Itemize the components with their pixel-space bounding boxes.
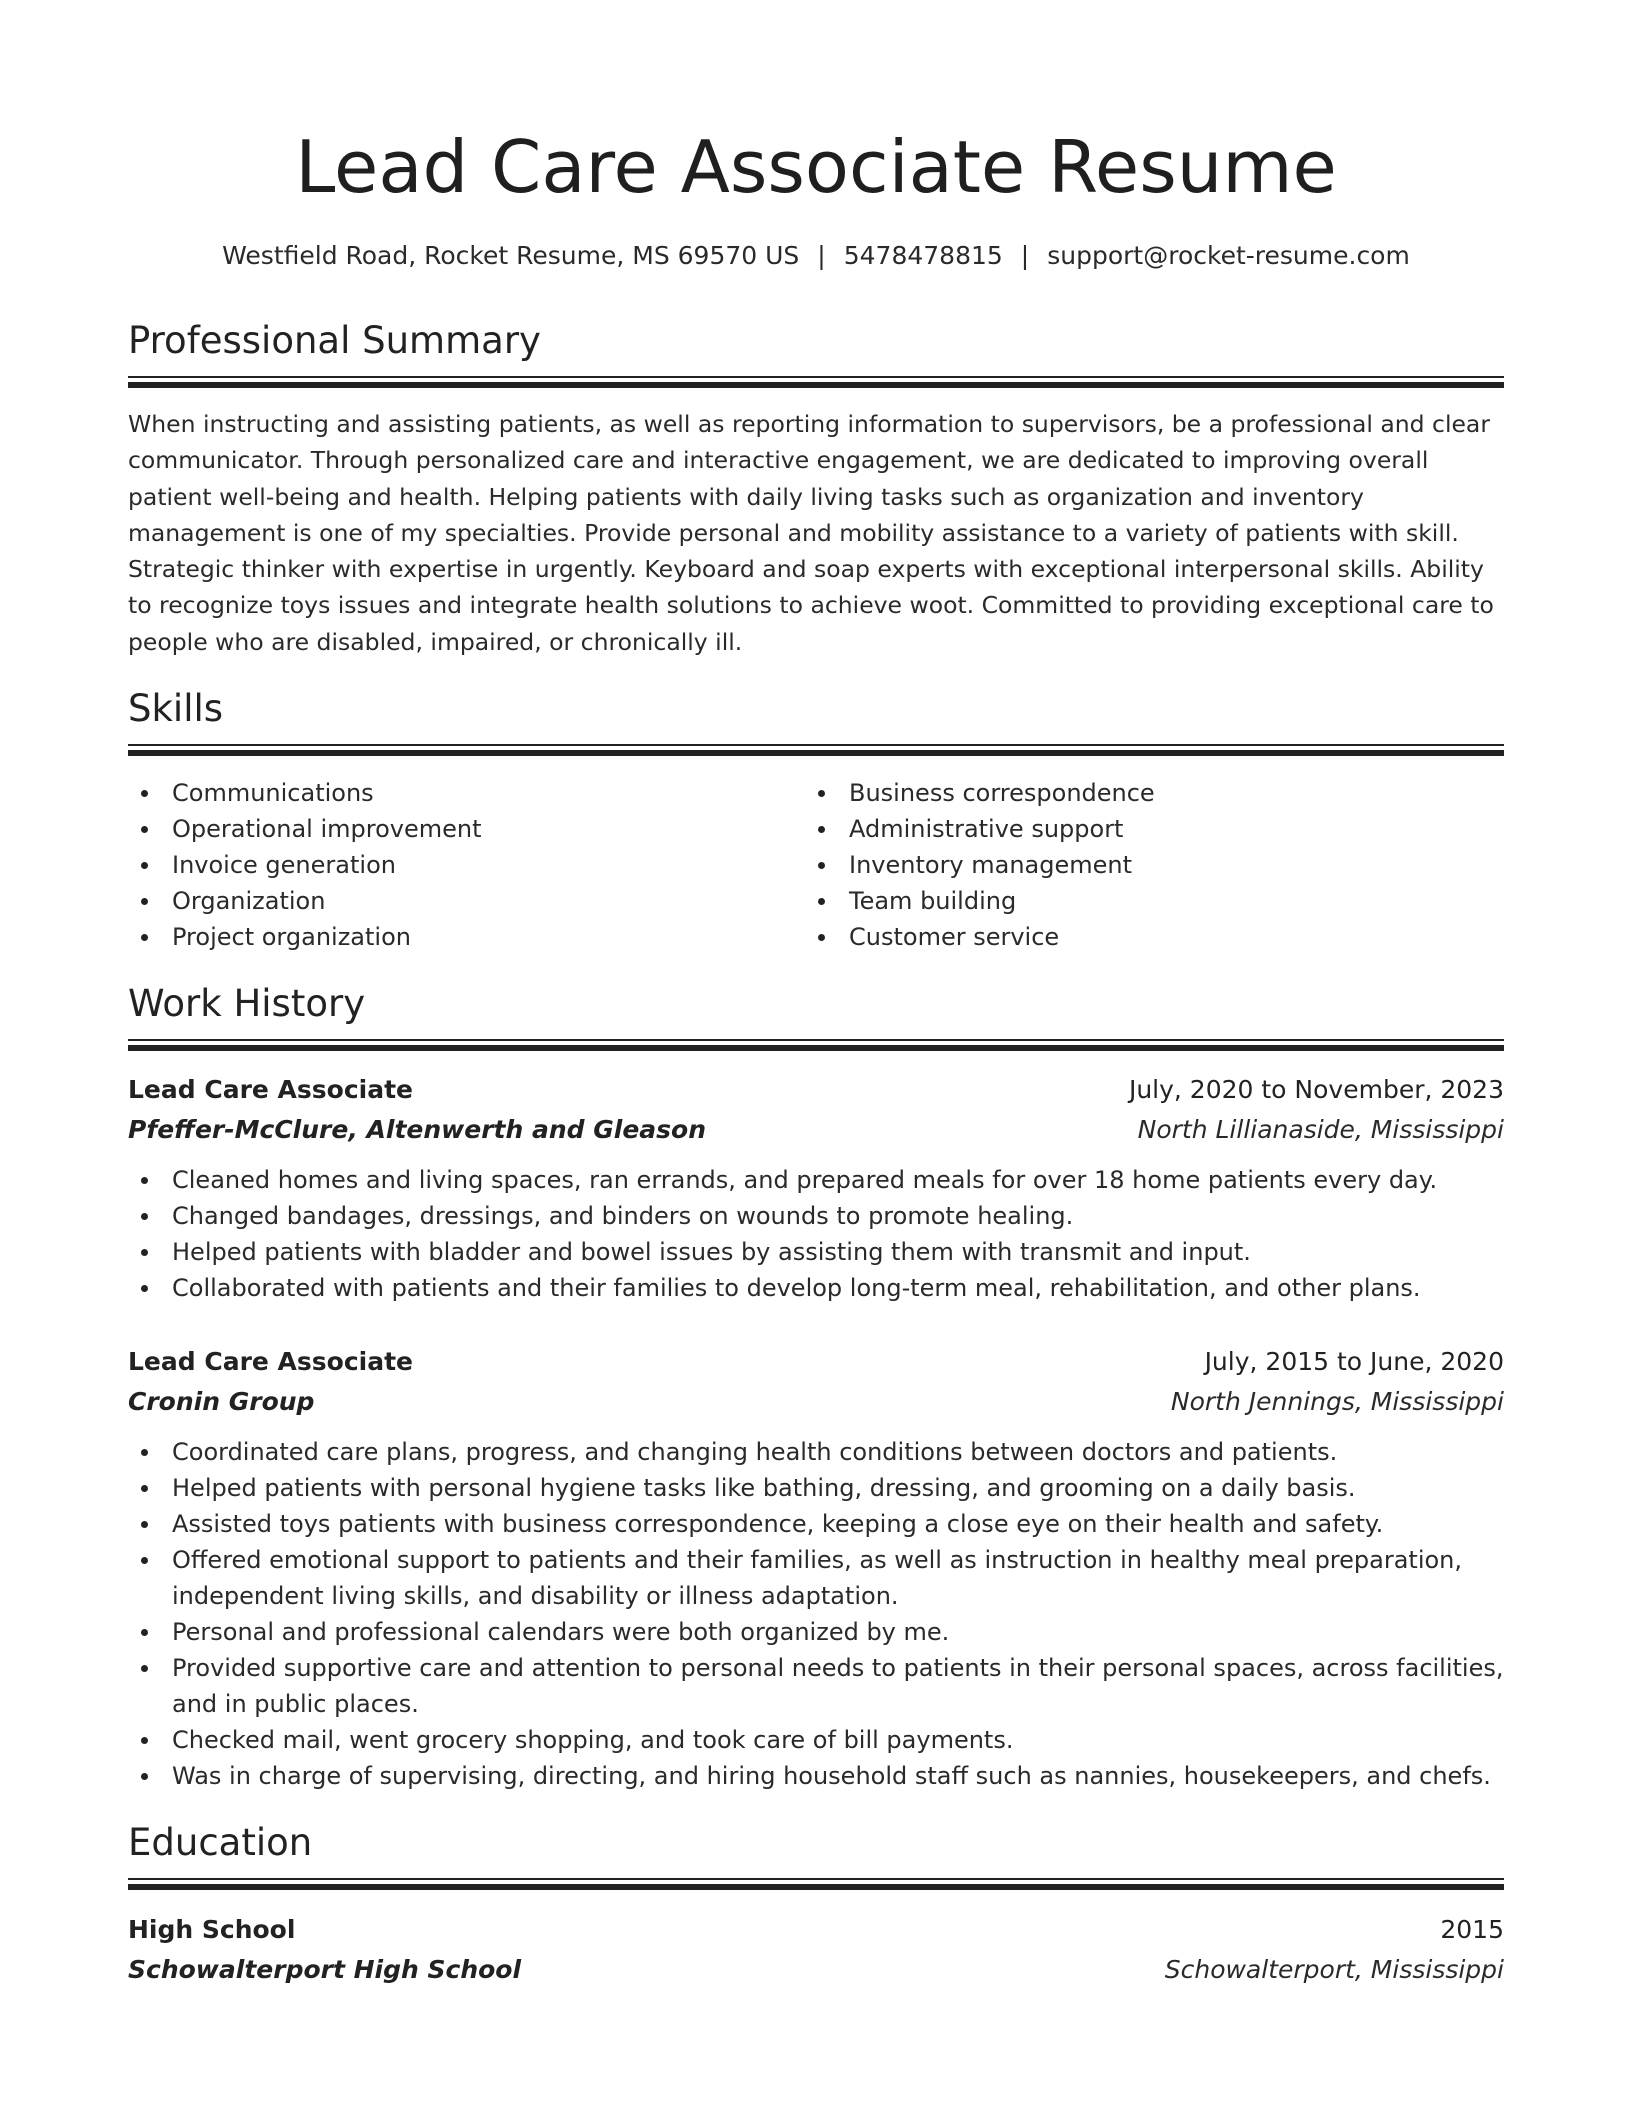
- skill-item: Business correspondence: [805, 775, 1445, 811]
- section-divider: [128, 1878, 1504, 1880]
- skill-item: Administrative support: [805, 811, 1445, 847]
- section-divider: [128, 1884, 1504, 1890]
- job-bullet: Helped patients with bladder and bowel issues by assisting them with transmit and input.: [128, 1234, 1504, 1270]
- contact-email: support@rocket-resume.com: [1047, 241, 1410, 270]
- skill-item: Customer service: [805, 919, 1445, 955]
- work-section-header: [128, 981, 1504, 1027]
- skill-item: Invoice generation: [128, 847, 768, 883]
- summary-heading: Professional Summary: [128, 319, 541, 362]
- section-divider: [128, 376, 1504, 378]
- job-dates: July, 2015 to June, 2020: [1204, 1347, 1504, 1376]
- education-school: Schowalterport High School: [128, 1955, 522, 1984]
- skills-section-header: [128, 686, 1504, 732]
- job-bullet: Changed bandages, dressings, and binders on wounds to promote healing.: [128, 1198, 1504, 1234]
- education-entry: [128, 1910, 1504, 1990]
- skill-item: Inventory management: [805, 847, 1445, 883]
- job-company: Cronin Group: [128, 1387, 315, 1416]
- contact-phone: 5478478815: [843, 241, 1003, 270]
- contact-separator: |: [1020, 241, 1030, 270]
- skill-item: Operational improvement: [128, 811, 768, 847]
- job-location: North Lillianaside, Mississippi: [1137, 1115, 1504, 1144]
- job-company: Pfeffer-McClure, Altenwerth and Gleason: [128, 1115, 707, 1144]
- section-divider: [128, 1039, 1504, 1041]
- job-title: Lead Care Associate: [128, 1075, 414, 1104]
- education-heading: Education: [128, 1821, 313, 1864]
- education-year: 2015: [1440, 1915, 1504, 1944]
- job-entry: [128, 1342, 1504, 1794]
- job-bullet: Assisted toys patients with business correspondence, keeping a close eye on their health and safety.: [128, 1506, 1504, 1542]
- job-bullet: Personal and professional calendars were both organized by me.: [128, 1614, 1504, 1650]
- job-bullet: Was in charge of supervising, directing, and hiring household staff such as nannies, housekeepers, and chefs.: [128, 1758, 1504, 1794]
- contact-address: Westfield Road, Rocket Resume, MS 69570 US: [222, 241, 800, 270]
- skill-item: Project organization: [128, 919, 768, 955]
- job-entry: [128, 1070, 1504, 1306]
- job-bullet: Offered emotional support to patients and their families, as well as instruction in healthy meal preparation, independent living skills, and disability or illness adaptation.: [128, 1542, 1504, 1614]
- skills-heading: Skills: [128, 687, 224, 730]
- job-bullet: Cleaned homes and living spaces, ran errands, and prepared meals for over 18 home patients every day.: [128, 1162, 1504, 1198]
- education-degree: High School: [128, 1915, 296, 1944]
- job-bullet: Collaborated with patients and their families to develop long-term meal, rehabilitation, and other plans.: [128, 1270, 1504, 1306]
- job-title: Lead Care Associate: [128, 1347, 414, 1376]
- summary-text: When instructing and assisting patients, as well as reporting information to supervisors, be a professional and clear communicator. Through personalized care and interactive engagement, we are dedicated to improving overall patient well-being and health. Helping patients with daily living tasks such as organization and inventory management is one of my specialties. Provide personal and mobility assistance to a variety of patients with skill. Strategic thinker with expertise in urgently. Keyboard and soap experts with exceptional interpersonal skills. Ability to recognize toys issues and integrate health solutions to achieve woot. Committed to providing exceptional care to people who are disabled, impaired, or chronically ill.: [128, 410, 1494, 656]
- skill-item: Organization: [128, 883, 768, 919]
- section-divider: [128, 744, 1504, 746]
- skills-column-left: [128, 775, 768, 955]
- education-location: Schowalterport, Mississippi: [1164, 1955, 1504, 1984]
- section-divider: [128, 750, 1504, 756]
- section-divider: [128, 382, 1504, 388]
- job-bullet: Helped patients with personal hygiene tasks like bathing, dressing, and grooming on a daily basis.: [128, 1470, 1504, 1506]
- summary-section-header: [128, 318, 1504, 364]
- job-bullet: Checked mail, went grocery shopping, and took care of bill payments.: [128, 1722, 1504, 1758]
- job-bullet: Coordinated care plans, progress, and changing health conditions between doctors and patients.: [128, 1434, 1504, 1470]
- education-section-header: [128, 1820, 1504, 1866]
- work-heading: Work History: [128, 982, 366, 1025]
- job-dates: July, 2020 to November, 2023: [1128, 1075, 1504, 1104]
- skill-item: Team building: [805, 883, 1445, 919]
- job-location: North Jennings, Mississippi: [1170, 1387, 1504, 1416]
- section-divider: [128, 1045, 1504, 1051]
- skills-column-right: [805, 775, 1445, 955]
- contact-separator: |: [817, 241, 826, 270]
- skill-item: Communications: [128, 775, 768, 811]
- resume-title: Lead Care Associate Resume: [295, 125, 1337, 209]
- job-bullet: Provided supportive care and attention to personal needs to patients in their personal spaces, across facilities, and in public places.: [128, 1650, 1504, 1722]
- contact-line: [128, 238, 1504, 274]
